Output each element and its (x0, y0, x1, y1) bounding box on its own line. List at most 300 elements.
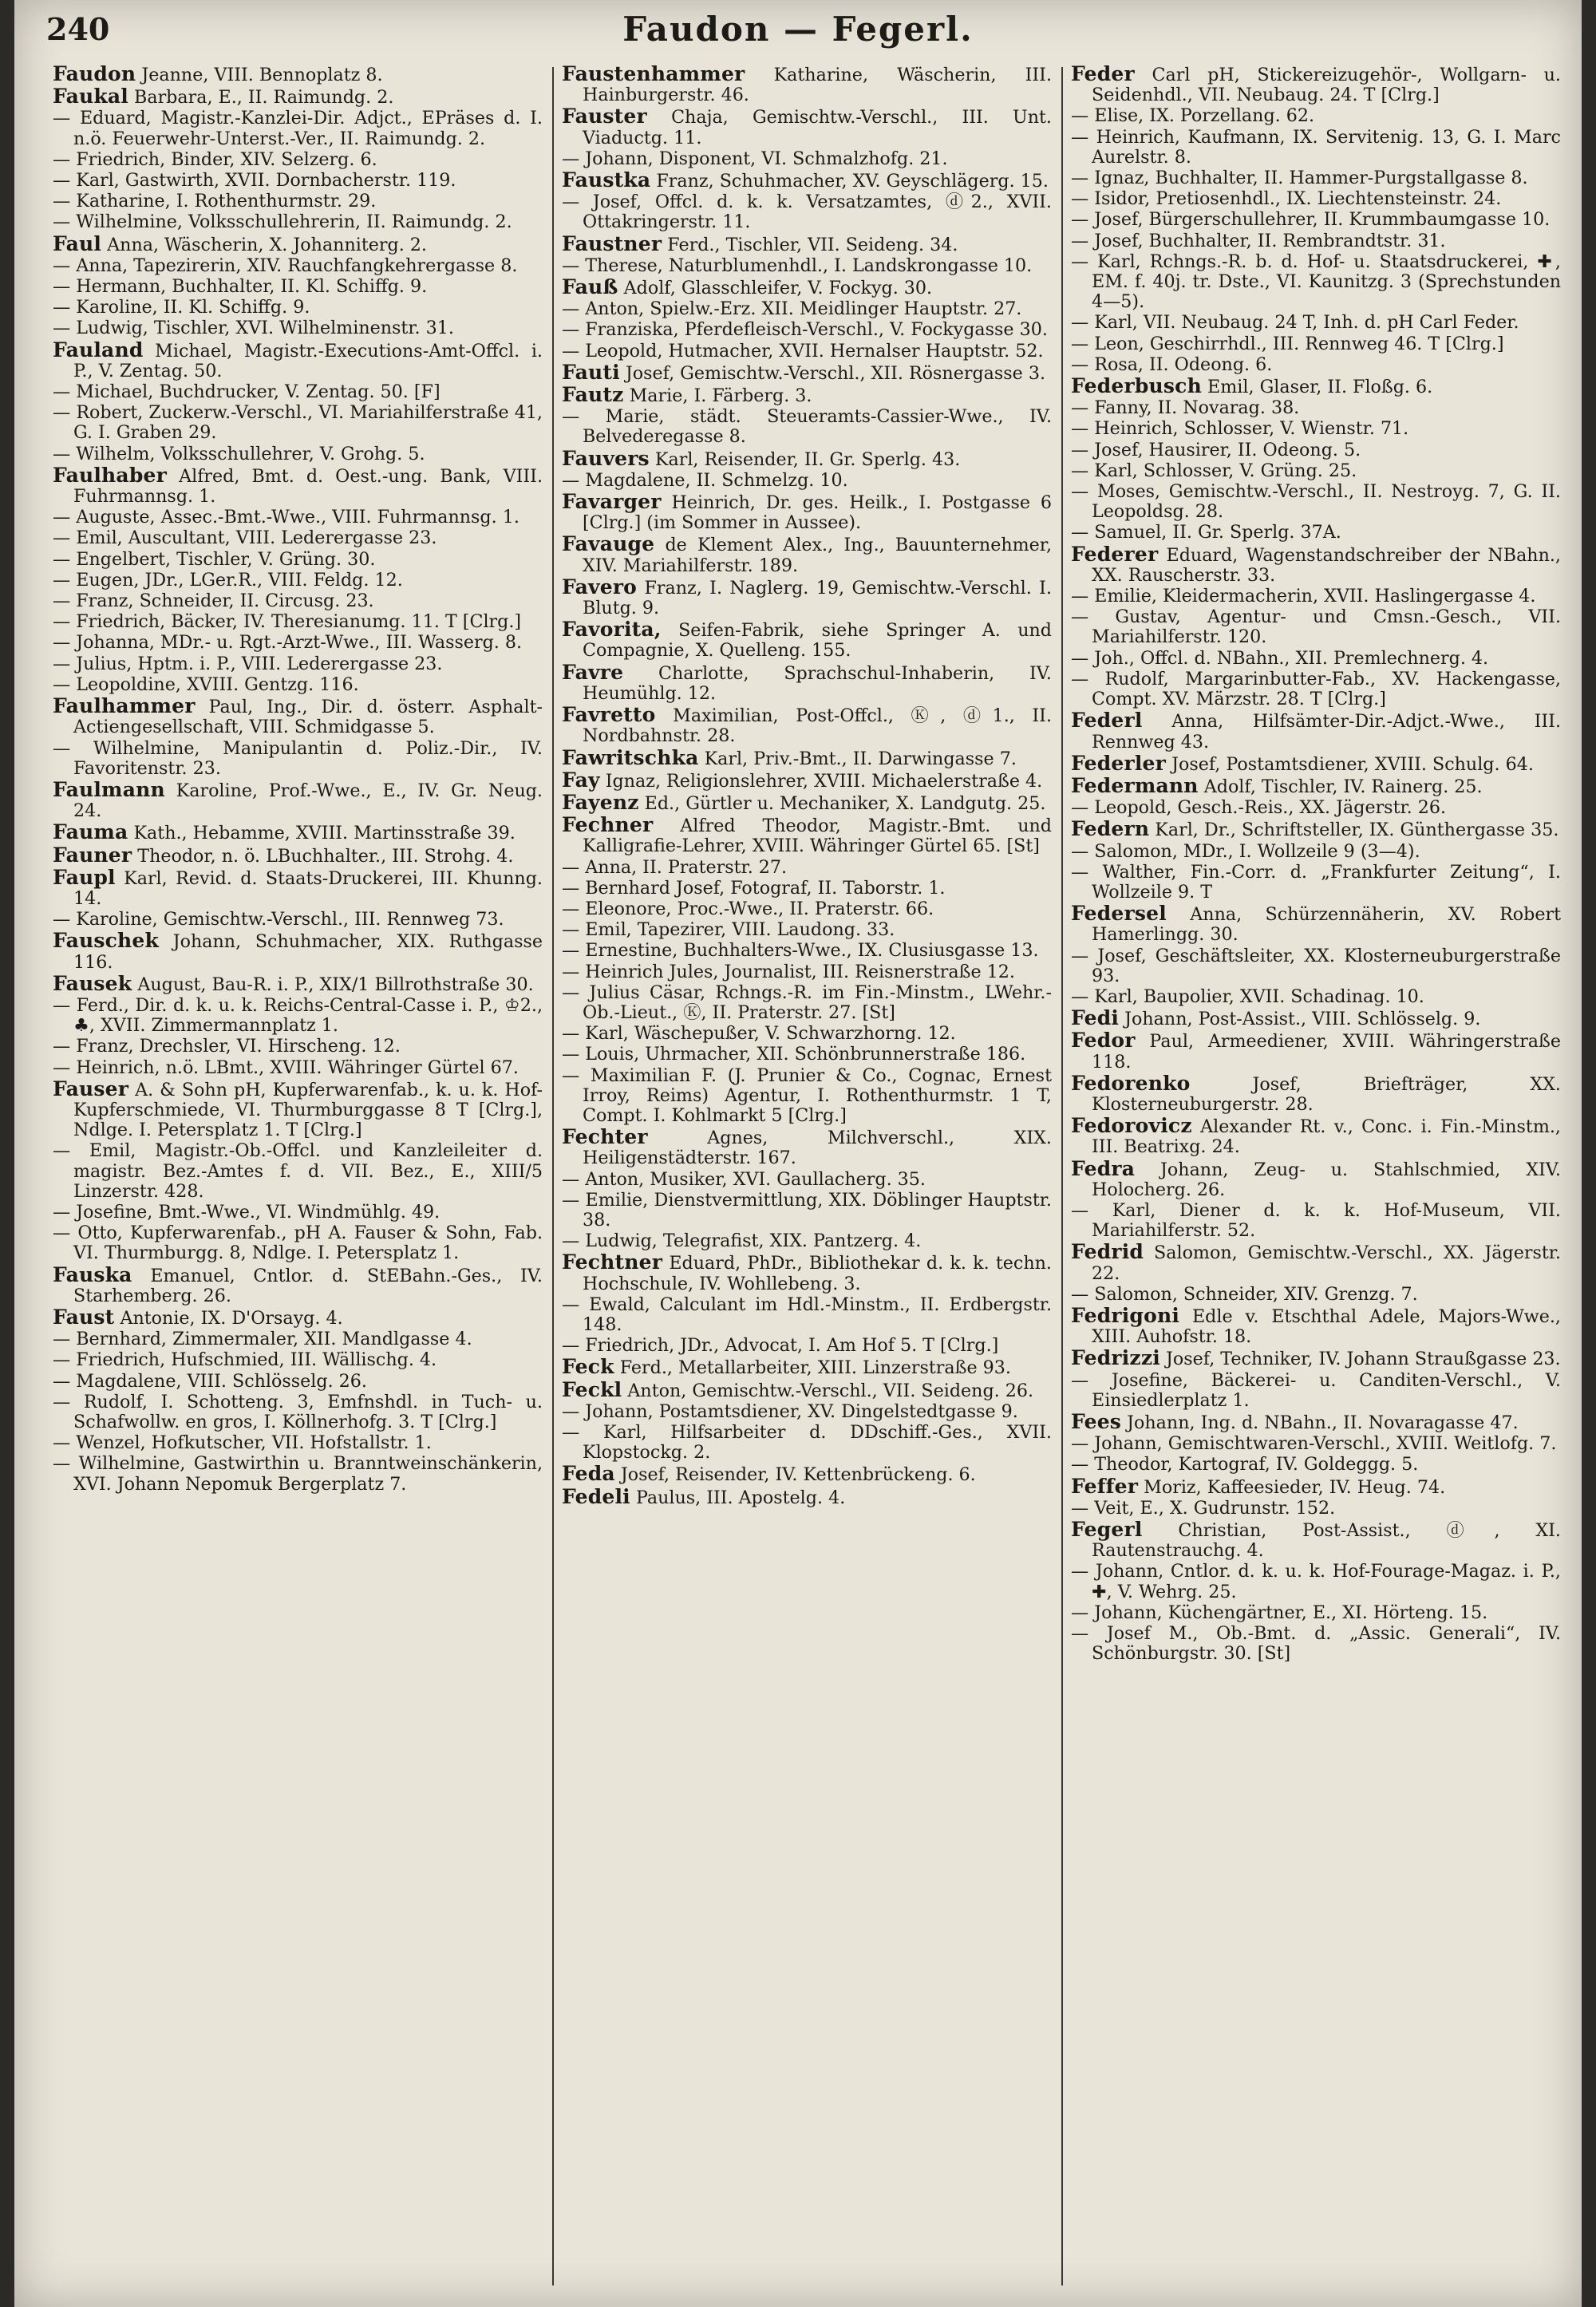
entry-dash: — (53, 591, 77, 612)
directory-entry (53, 192, 543, 211)
directory-entry (1071, 753, 1561, 775)
entry-text: Eleonore, Proc.-Wwe., II. Praterstr. 66. (585, 898, 934, 919)
directory-entry (562, 362, 1052, 384)
directory-entry (1071, 1116, 1561, 1157)
entry-text: Karl, Wäschepußer, V. Schwarzhorng. 12. (585, 1023, 956, 1045)
directory-entry (562, 745, 1052, 769)
entry-surname: Faustka (562, 168, 651, 192)
directory-entry (562, 1191, 1052, 1231)
directory-entry (1071, 1242, 1561, 1283)
directory-entry (562, 1484, 1052, 1508)
entry-text: August, Bau-R. i. P., XIX/1 Billrothstraße 30. (137, 974, 534, 995)
directory-columns (53, 64, 1561, 2290)
entry-text: Bernhard Josef, Fotograf, II. Taborstr. 1. (585, 877, 946, 899)
entry-dash: — (562, 1065, 591, 1086)
entry-dash: — (562, 148, 586, 169)
entry-surname: Feckl (562, 1377, 622, 1401)
entry-dash: — (1071, 188, 1095, 210)
entry-dash: — (53, 994, 77, 1016)
directory-entry (562, 1231, 1052, 1251)
entry-text: Ludwig, Telegrafist, XIX. Pantzerg. 4. (585, 1231, 922, 1252)
directory-entry (562, 1464, 1052, 1485)
directory-entry (562, 941, 1052, 961)
directory-entry (1071, 1624, 1561, 1664)
entry-dash: — (1071, 522, 1095, 543)
entry-text: Theodor, Kartograf, IV. Goldeggg. 5. (1094, 1454, 1419, 1475)
directory-entry (562, 662, 1052, 704)
directory-entry (562, 277, 1052, 298)
entry-dash: — (1071, 333, 1095, 354)
entry-text: Seifen-Fabrik, siehe Springer A. und Compagnie, X. Quelleng. 155. (583, 620, 1052, 662)
entry-surname: Fedrid (1071, 1240, 1144, 1264)
directory-entry (562, 770, 1052, 792)
entry-text: Moses, Gemischtw.-Verschl., II. Nestroyg. 7, G. II. Leopoldsg. 28. (1092, 481, 1561, 523)
entry-surname: Favero (562, 575, 638, 598)
entry-text: Alfred, Bmt. d. Oest.-ung. Bank, VIII. Fuhrmannsg. 1. (73, 465, 543, 508)
entry-text: Therese, Naturblumenhdl., I. Landskrongasse 10. (585, 255, 1033, 276)
entry-dash: — (53, 297, 77, 318)
directory-entry (1071, 1434, 1561, 1454)
entry-text: Karl, Priv.-Bmt., II. Darwingasse 7. (704, 748, 1017, 769)
entry-text: Leopold, Gesch.-Reis., XX. Jägerstr. 26. (1094, 797, 1447, 819)
entry-dash: — (1071, 606, 1116, 628)
directory-entry (1071, 863, 1561, 903)
entry-dash: — (53, 1223, 78, 1244)
entry-text: Emilie, Kleidermacherin, XVII. Haslingergasse 4. (1094, 586, 1536, 607)
entry-text: Anton, Musiker, XVI. Gaullacherg. 35. (585, 1168, 926, 1190)
entry-surname: Faustenhammer (562, 64, 745, 85)
directory-entry (53, 86, 543, 108)
entry-dash: — (562, 919, 586, 941)
entry-surname: Fedeli (562, 1484, 630, 1508)
directory-entry (1071, 440, 1561, 460)
entry-text: Paul, Armeediener, XVIII. Währingerstraße 118. (1092, 1031, 1561, 1073)
entry-dash: — (1071, 481, 1097, 503)
directory-entry (53, 277, 543, 297)
entry-surname: Favre (562, 660, 624, 684)
entry-dash: — (562, 406, 606, 428)
directory-entry (562, 1357, 1052, 1378)
entry-surname: Fedor (1071, 1029, 1136, 1053)
entry-dash: — (1071, 840, 1095, 862)
entry-surname: Faupl (53, 865, 116, 889)
entry-dash: — (1071, 586, 1095, 607)
directory-entry (1071, 1156, 1561, 1200)
entry-dash: — (53, 1329, 77, 1350)
entry-surname: Feck (562, 1355, 614, 1379)
entry-text: Antonie, IX. D'Orsayg. 4. (120, 1307, 343, 1329)
entry-surname: Fay (562, 768, 600, 792)
entry-dash: — (562, 1422, 603, 1443)
entry-text: Anna, Tapezirerin, XIV. Rauchfangkehrergasse 8. (76, 255, 518, 276)
entry-surname: Faul (53, 231, 102, 255)
entry-text: Josef, Techniker, IV. Johann Straußgasse 23. (1166, 1349, 1561, 1370)
entry-dash: — (562, 856, 586, 878)
directory-entry (53, 930, 543, 972)
entry-text: Emil, Auscultant, VIII. Lederergasse 23. (76, 527, 437, 549)
entry-text: Josef, Offcl. d. k. k. Versatzamtes, ⓓ2., XVII. Ottakringerstr. 11. (583, 192, 1052, 233)
entry-text: Emil, Tapezirer, VIII. Laudong. 33. (585, 919, 895, 941)
directory-entry (53, 1350, 543, 1370)
entry-text: Johann, Postamtsdiener, XV. Dingelstedtgasse 9. (585, 1400, 1018, 1422)
directory-entry (562, 792, 1052, 814)
directory-entry (53, 654, 543, 674)
directory-entry (562, 1252, 1052, 1294)
entry-dash: — (1071, 460, 1095, 481)
directory-entry (1071, 1371, 1561, 1411)
entry-dash: — (53, 653, 77, 674)
directory-entry (53, 403, 543, 443)
directory-entry (1071, 1476, 1561, 1498)
directory-entry (1071, 544, 1561, 586)
entry-surname: Fegerl (1071, 1518, 1143, 1542)
directory-entry (1071, 523, 1561, 543)
directory-entry (1071, 1603, 1561, 1623)
directory-entry (1071, 587, 1561, 606)
entry-text: Adolf, Glasschleifer, V. Fockyg. 30. (623, 278, 933, 299)
directory-entry (562, 1045, 1052, 1065)
entry-text: Rudolf, Margarinbutter-Fab., XV. Hackengasse, Compt. XV. Märzstr. 28. T [Clrg.] (1092, 668, 1561, 710)
entry-text: Theodor, n. ö. LBuchhalter., III. Strohg. 4. (137, 845, 514, 867)
directory-entry (1071, 355, 1561, 375)
entry-surname: Fauma (53, 820, 128, 844)
entry-text: Emanuel, Cntlor. d. StEBahn.-Ges., IV. Starhemberg. 26. (73, 1265, 543, 1306)
entry-dash: — (1071, 668, 1105, 689)
directory-entry (562, 879, 1052, 899)
directory-entry (562, 1402, 1052, 1422)
entry-dash: — (562, 1231, 586, 1252)
directory-entry (53, 1037, 543, 1057)
directory-entry (1071, 376, 1561, 397)
directory-entry (562, 858, 1052, 878)
entry-surname: Fedorovicz (1071, 1114, 1192, 1138)
entry-text: Charlotte, Sprachschul-Inhaberin, IV. Heumühlg. 12. (583, 662, 1052, 704)
directory-entry (562, 170, 1052, 192)
entry-dash: — (562, 961, 586, 982)
directory-entry (53, 633, 543, 653)
entry-text: Walther, Fin.-Corr. d. „Frankfurter Zeitung“, I. Wollzeile 9. T (1092, 861, 1561, 903)
directory-entry (53, 550, 543, 570)
entry-text: Emil, Glaser, II. Floßg. 6. (1207, 377, 1433, 398)
directory-entry (562, 962, 1052, 982)
entry-text: Friedrich, Bäcker, IV. Theresianumg. 11. T [Clrg.] (76, 611, 522, 633)
running-head: Faudon — Fegerl. (622, 10, 974, 49)
entry-text: Eduard, Wagenstandschreiber der NBahn., XX. Rauscherstr. 33. (1092, 544, 1561, 586)
entry-dash: — (562, 298, 586, 320)
directory-entry (562, 899, 1052, 919)
entry-text: Johann, Cntlor. d. k. u. k. Hof-Fourage-Magaz. i. P., ✚, V. Wehrg. 25. (1092, 1561, 1561, 1602)
entry-surname: Federsel (1071, 902, 1167, 926)
directory-entry (562, 1170, 1052, 1190)
entry-text: Emil, Magistr.-Ob.-Offcl. und Kanzleileiter d. magistr. Bez.-Amtes f. d. VII. Bez., E., XIII/5 Linzerstr. 428. (73, 1140, 543, 1202)
directory-entry (53, 739, 543, 779)
directory-entry (53, 231, 543, 255)
entry-text: Anton, Spielw.-Erz. XII. Meidlinger Hauptstr. 27. (585, 298, 1022, 320)
entry-text: Josefine, Bäckerei- u. Canditen-Verschl., V. Einsiedlerplatz 1. (1092, 1369, 1561, 1411)
entry-text: Ferd., Metallarbeiter, XIII. Linzerstraße 93. (619, 1357, 1011, 1379)
entry-dash: — (1071, 312, 1095, 334)
entry-dash: — (1071, 1283, 1095, 1305)
entry-surname: Fayenz (562, 790, 639, 814)
entry-dash: — (1071, 397, 1095, 419)
directory-entry (1071, 987, 1561, 1007)
directory-entry (53, 256, 543, 276)
entry-dash: — (1071, 1433, 1095, 1455)
directory-entry (53, 212, 543, 232)
entry-text: Katharine, I. Rothenthurmstr. 29. (76, 191, 377, 212)
entry-text: Robert, Zuckerw.-Verschl., VI. Mariahilferstraße 41, G. I. Graben 29. (73, 402, 543, 444)
entry-text: Elise, IX. Porzellang. 62. (1094, 105, 1315, 127)
directory-entry (53, 571, 543, 591)
entry-text: Salomon, MDr., I. Wollzeile 9 (3—4). (1094, 840, 1420, 862)
entry-surname: Feda (562, 1462, 615, 1486)
directory-entry (53, 777, 543, 822)
entry-text: Magdalene, VIII. Schlösselg. 26. (76, 1370, 367, 1392)
column-3 (1071, 64, 1561, 2290)
entry-text: Emilie, Dienstvermittlung, XIX. Döblinger Hauptstr. 38. (583, 1189, 1052, 1231)
entry-dash: — (53, 148, 77, 170)
entry-text: Rosa, II. Odeong. 6. (1094, 354, 1273, 375)
entry-dash: — (562, 1189, 586, 1211)
entry-text: Gustav, Agentur- und Cmsn.-Gesch., VII. Mariahilferstr. 120. (1092, 606, 1561, 648)
entry-surname: Fauster (562, 105, 647, 128)
directory-entry (53, 171, 543, 191)
entry-dash: — (53, 569, 77, 591)
entry-dash: — (1071, 1497, 1095, 1519)
entry-surname: Federer (1071, 542, 1159, 566)
entry-text: Heinrich, Schlosser, V. Wienstr. 71. (1094, 418, 1409, 440)
entry-dash: — (53, 191, 77, 212)
directory-entry (53, 1372, 543, 1392)
directory-entry (562, 492, 1052, 533)
directory-entry (53, 1141, 543, 1202)
entry-surname: Federl (1071, 709, 1143, 733)
entry-dash: — (1071, 1454, 1095, 1475)
entry-text: Wenzel, Hofkutscher, VII. Hofstallstr. 1. (76, 1432, 432, 1454)
entry-dash: — (53, 1432, 77, 1454)
entry-text: Karoline, II. Kl. Schiffg. 9. (76, 297, 310, 318)
entry-surname: Favauge (562, 532, 655, 556)
entry-surname: Federbusch (1071, 374, 1202, 398)
entry-text: Marie, städt. Steueramts-Cassier-Wwe., IV. Belvederegasse 8. (583, 406, 1052, 448)
entry-text: Heinrich, Kaufmann, IX. Servitenig. 13, G. I. Marc Aurelstr. 8. (1092, 126, 1561, 168)
entry-surname: Faustner (562, 231, 662, 255)
entry-text: Chaja, Gemischtw.-Verschl., III. Unt. Viaductg. 11. (583, 107, 1052, 148)
entry-text: Paul, Ing., Dir. d. österr. Asphalt-Actiengesellschaft, VIII. Schmidgasse 5. (73, 697, 543, 738)
entry-text: Heinrich Jules, Journalist, III. Reisnerstraße 12. (585, 961, 1015, 982)
directory-entry (1071, 710, 1561, 752)
directory-entry (562, 577, 1052, 618)
directory-entry (1071, 128, 1561, 168)
entry-text: Anna, II. Praterstr. 27. (585, 856, 788, 878)
directory-entry (1071, 903, 1561, 945)
directory-entry (562, 1295, 1052, 1335)
entry-surname: Fauser (53, 1076, 129, 1100)
entry-surname: Fechner (562, 813, 654, 837)
entry-dash: — (562, 469, 586, 491)
directory-entry (53, 1329, 543, 1349)
entry-dash: — (1071, 105, 1095, 127)
entry-text: Karoline, Gemischtw.-Verschl., III. Rennweg 73. (76, 909, 504, 930)
entry-text: Edle v. Etschthal Adele, Majors-Wwe., XIII. Auhofstr. 18. (1092, 1306, 1561, 1348)
entry-text: Franz, Schneider, II. Circusg. 23. (76, 591, 374, 612)
entry-surname: Fawritschka (562, 745, 699, 769)
entry-dash: — (1071, 439, 1095, 460)
entry-dash: — (53, 381, 77, 403)
directory-entry (53, 1223, 543, 1263)
directory-entry (562, 192, 1052, 232)
directory-entry (562, 619, 1052, 661)
entry-surname: Fedrizzi (1071, 1346, 1160, 1370)
entry-dash: — (562, 1294, 590, 1315)
entry-text: Ed., Gürtler u. Mechaniker, X. Landgutg. 25. (644, 792, 1046, 814)
directory-entry (1071, 946, 1561, 986)
entry-surname: Faukal (53, 85, 128, 109)
entry-dash: — (53, 402, 77, 424)
entry-surname: Fautz (562, 383, 624, 407)
entry-text: Barbara, E., II. Raimundg. 2. (134, 87, 394, 109)
entry-dash: — (562, 1335, 586, 1357)
directory-entry (562, 1066, 1052, 1127)
directory-entry (562, 1024, 1052, 1044)
directory-entry (1071, 1303, 1561, 1348)
directory-entry (53, 996, 543, 1036)
directory-entry (562, 705, 1052, 746)
entry-dash: — (1071, 168, 1095, 189)
entry-surname: Faulhammer (53, 694, 196, 718)
entry-text: Carl pH, Stickereizugehör-, Wollgarn- u. Seidenhdl., VII. Neubaug. 24. T [Clrg.] (1092, 65, 1561, 106)
entry-dash: — (53, 507, 77, 528)
entry-text: Hermann, Buchhalter, II. Kl. Schiffg. 9. (76, 276, 428, 298)
entry-text: Kath., Hebamme, XVIII. Martinsstraße 39. (133, 823, 516, 844)
directory-entry (562, 1336, 1052, 1356)
directory-entry (1071, 461, 1561, 481)
directory-entry (1071, 1073, 1561, 1115)
entry-dash: — (562, 982, 590, 1003)
directory-entry (1071, 1008, 1561, 1029)
entry-dash: — (1071, 251, 1098, 272)
entry-text: Anna, Schürzennäherin, XV. Robert Hamerlingg. 30. (1092, 904, 1561, 946)
entry-text: Karl, Hilfsarbeiter d. DDschiff.-Ges., XVII. Klopstockg. 2. (583, 1422, 1052, 1464)
entry-text: Ferd., Dir. d. k. u. k. Reichs-Central-Casse i. P., ♔2., ♣, XVII. Zimmermannplatz 1. (73, 994, 543, 1037)
entry-surname: Faulmann (53, 777, 165, 801)
directory-entry (53, 64, 543, 85)
entry-text: Fanny, II. Novarag. 38. (1094, 397, 1300, 419)
entry-text: Friedrich, Binder, XIV. Selzerg. 6. (76, 148, 377, 170)
directory-entry (53, 528, 543, 548)
directory-entry (53, 1392, 543, 1432)
directory-entry (562, 320, 1052, 340)
directory-entry (1071, 649, 1561, 669)
entry-text: de Klement Alex., Ing., Bauunternehmer, XIV. Mariahilferstr. 189. (583, 535, 1052, 576)
entry-text: Auguste, Assec.-Bmt.-Wwe., VIII. Fuhrmannsg. 1. (76, 507, 519, 528)
entry-text: Katharine, Wäscherin, III. Hainburgerstr. 46. (583, 65, 1052, 106)
directory-entry (562, 385, 1052, 406)
directory-entry (1071, 419, 1561, 439)
entry-dash: — (1071, 1369, 1112, 1391)
directory-entry (53, 910, 543, 930)
directory-entry (562, 299, 1052, 319)
entry-text: Maximilian F. (J. Prunier & Co., Cognac, Ernest Irroy, Reims) Agentur, I. Rothenthurmstr. 1 T, Compt. I. Kohlmarkt 5 [Clrg.] (583, 1065, 1052, 1126)
entry-text: Eugen, JDr., LGer.R., VIII. Feldg. 12. (76, 569, 403, 591)
entry-text: Anton, Gemischtw.-Verschl., VII. Seideng. 26. (627, 1380, 1034, 1401)
directory-entry (53, 867, 543, 909)
directory-entry (53, 971, 543, 995)
entry-text: Josef, Buchhalter, II. Rembrandtstr. 31. (1094, 230, 1446, 251)
directory-entry (1071, 1030, 1561, 1072)
entry-surname: Fauvers (562, 446, 650, 470)
entry-text: Julius, Hptm. i. P., VIII. Lederergasse 23. (76, 653, 443, 674)
directory-page (14, 0, 1582, 2307)
entry-text: Joh., Offcl. d. NBahn., XII. Premlechnerg. 4. (1094, 647, 1489, 669)
entry-surname: Fauti (562, 360, 620, 384)
entry-text: Karl, Gastwirth, XVII. Dornbacherstr. 119. (76, 170, 456, 192)
entry-text: Julius Cäsar, Rchngs.-R. im Fin.-Minstm., LWehr.-Ob.-Lieut., Ⓚ, II. Praterstr. 27. [St] (583, 982, 1052, 1023)
directory-entry (1071, 670, 1561, 709)
entry-text: Franz, I. Naglerg. 19, Gemischtw.-Verschl. I. Blutg. 9. (583, 577, 1052, 619)
entry-text: Heinrich, Dr. ges. Heilk., I. Postgasse 6 [Clrg.] (im Sommer in Aussee). (583, 492, 1052, 534)
directory-entry (1071, 106, 1561, 126)
entry-dash: — (562, 319, 586, 341)
entry-dash: — (562, 877, 586, 899)
entry-dash: — (562, 255, 586, 276)
entry-text: Samuel, II. Gr. Sperlg. 37A. (1094, 522, 1341, 543)
column-divider (1061, 67, 1063, 2285)
directory-entry (1071, 1285, 1561, 1305)
entry-text: Christian, Post-Assist., ⓓ, XI. Rautenstrauchg. 4. (1092, 1520, 1561, 1562)
entry-dash: — (53, 527, 77, 549)
entry-dash: — (53, 548, 77, 570)
entry-dash: — (1071, 230, 1095, 251)
entry-text: Karl, Revid. d. Staats-Druckerei, III. Khunng. 14. (73, 867, 543, 909)
column-divider (552, 67, 554, 2285)
entry-text: Josef, Bürgerschullehrer, II. Krummbaumgasse 10. (1094, 209, 1551, 231)
entry-text: Wilhelm, Volksschullehrer, V. Grohg. 5. (76, 443, 425, 464)
entry-text: Ignaz, Buchhalter, II. Hammer-Purgstallgasse 8. (1094, 168, 1528, 189)
entry-text: Paulus, III. Apostelg. 4. (635, 1487, 846, 1508)
entry-dash: — (53, 1453, 79, 1475)
entry-text: Johann, Schuhmacher, XIX. Ruthgasse 116. (73, 931, 543, 973)
entry-surname: Fedi (1071, 1006, 1120, 1030)
entry-text: Wilhelmine, Volksschullehrerin, II. Raimundg. 2. (76, 211, 512, 233)
entry-text: Karl, Reisender, II. Gr. Sperlg. 43. (654, 448, 961, 470)
entry-text: Ignaz, Religionslehrer, XVIII. Michaelerstraße 4. (605, 770, 1043, 792)
directory-entry (53, 508, 543, 527)
directory-entry (562, 407, 1052, 447)
entry-text: Anna, Hilfsämter-Dir.-Adjct.-Wwe., III. Rennweg 43. (1092, 711, 1561, 753)
entry-dash: — (562, 192, 593, 213)
entry-surname: Favorita, (562, 618, 662, 642)
entry-text: Ludwig, Tischler, XVI. Wilhelminenstr. 31. (76, 318, 454, 339)
entry-surname: Feffer (1071, 1474, 1139, 1498)
entry-surname: Fechter (562, 1125, 648, 1149)
entry-text: Agnes, Milchverschl., XIX. Heiligenstädterstr. 167. (583, 1128, 1052, 1169)
entry-dash: — (1071, 797, 1095, 819)
entry-surname: Faulhaber (53, 463, 167, 487)
entry-dash: — (562, 340, 586, 361)
entry-text: Leon, Geschirrhdl., III. Rennweg 46. T [Clrg.] (1094, 333, 1504, 354)
directory-entry (1071, 1455, 1561, 1475)
column-2 (562, 64, 1052, 2290)
directory-entry (1071, 64, 1561, 105)
entry-dash: — (53, 611, 77, 633)
entry-dash: — (53, 211, 77, 233)
column-1 (53, 64, 543, 2290)
entry-text: Franz, Drechsler, VI. Hirscheng. 12. (76, 1036, 401, 1057)
entry-dash: — (562, 1168, 586, 1190)
entry-dash: — (562, 1400, 586, 1422)
entry-text: Franz, Schuhmacher, XV. Geyschlägerg. 15. (656, 171, 1049, 192)
